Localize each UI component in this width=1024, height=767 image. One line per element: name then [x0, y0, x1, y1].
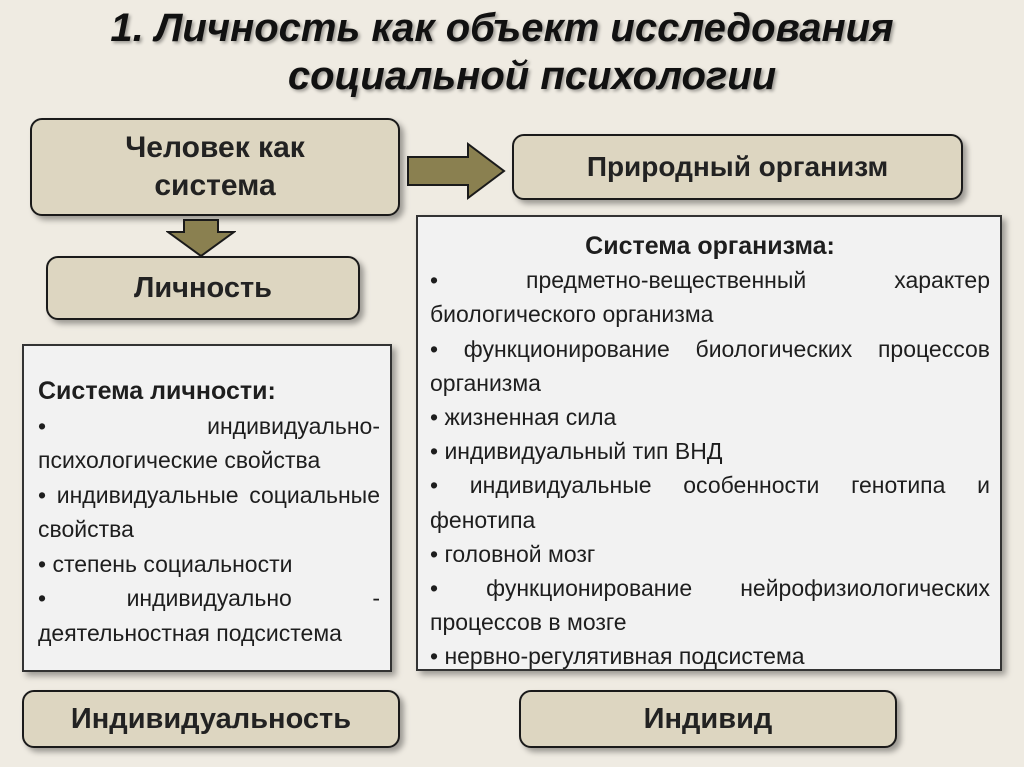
personality-system-heading: Система личности: — [38, 377, 276, 405]
human-system-box — [30, 118, 400, 216]
individuality-label: Индивидуальность — [70, 702, 352, 735]
title-line-2: социальной психологии — [287, 54, 777, 98]
natural-organism-label: Природный организм — [586, 151, 889, 182]
title-line-1: 1. Личность как объект исследования — [110, 6, 894, 50]
list-item: • индивидуальные особенности генотипа и фенотипа — [430, 472, 990, 533]
list-item: • функционирование нейрофизиологических процессов в мозге — [430, 575, 990, 636]
list-item: • индивидуально - деятельностная подсистема — [38, 585, 380, 646]
personality-label: Личность — [133, 271, 273, 304]
list-item: • степень социальности — [38, 550, 293, 577]
list-item: • функционирование биологических процессов организма — [430, 335, 990, 396]
list-item: • головной мозг — [430, 540, 596, 567]
individual-box — [519, 690, 897, 748]
personality-box — [46, 256, 360, 320]
personality-system-list — [38, 409, 380, 651]
arrow-right-icon — [406, 142, 506, 200]
organism-system-box — [416, 215, 1002, 671]
list-item: • индивидуальный тип ВНД — [430, 438, 723, 465]
organism-system-list — [430, 263, 990, 673]
organism-system-heading: Система организма: — [585, 232, 835, 260]
list-item: • предметно-вещественный характер биологического организма — [430, 267, 990, 328]
human-system-label: Человек как система — [125, 131, 305, 202]
personality-system-box — [22, 344, 392, 672]
individual-label: Индивид — [643, 702, 773, 735]
natural-organism-box — [512, 134, 963, 200]
individuality-box — [22, 690, 400, 748]
arrow-down-icon — [166, 218, 236, 258]
list-item: • нервно-регулятивная подсистема — [430, 643, 805, 670]
list-item: • жизненная сила — [430, 404, 617, 431]
list-item: • индивидуальные социальные свойства — [38, 481, 380, 542]
list-item: • индивидуально-психологические свойства — [38, 412, 380, 473]
